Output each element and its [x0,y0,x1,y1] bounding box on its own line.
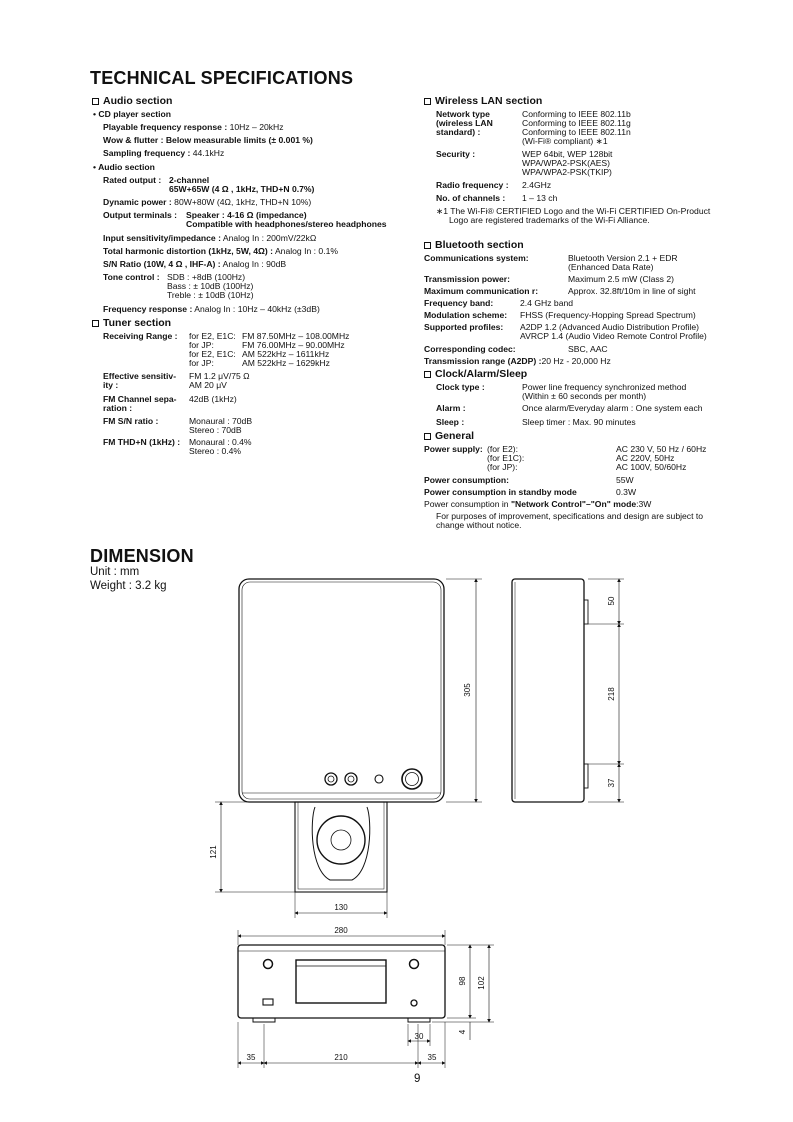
dim-label: 130 [334,903,348,912]
fmthd-label: FM THD+N (1kHz) : [103,437,181,447]
dim-label: 35 [246,1053,256,1062]
disc-icon [317,816,365,864]
pc-label: Power consumption: [424,475,509,485]
dim-label: 50 [607,596,616,606]
sep-value: 42dB (1kHz) [189,394,237,404]
recv-region: for JP: [189,340,214,350]
recv-value: FM 76.00MHz – 90.00MHz [242,340,345,350]
power-supply-label: Power supply: [424,444,483,454]
tuner-section-heading: Tuner section [92,317,171,329]
sep-label-2: ration : [103,403,133,413]
net-value: (Wi-Fi® compliant) ∗1 [522,136,608,146]
sleep-value: Sleep timer : Max. 90 minutes [522,417,636,427]
rated-value-2: 65W+65W (4 Ω , 1kHz, THD+N 0.7%) [169,184,315,194]
fmsn-value: Monaural : 70dB [189,416,253,426]
dim-label: 37 [607,778,616,788]
fmthd-value-2: Stereo : 0.4% [189,446,242,456]
comm-value: Bluetooth Version 2.1 + EDR [568,253,678,263]
dim-label: 121 [209,845,218,859]
unit-text: Unit : mm [90,566,140,578]
dim-label: 218 [607,687,616,701]
net-label: standard) : [436,127,481,137]
dim-label: 35 [427,1053,437,1062]
jack-icon [375,775,383,783]
tone-value: SDB : +8dB (100Hz) [167,272,246,282]
eff-value-2: AM 20 μV [189,380,227,390]
volume-knob-icon [402,769,422,789]
audio-section-heading: Audio section [92,95,172,107]
net-label: (wireless LAN [436,118,493,128]
amp-subheading: • Audio section [93,162,155,172]
dim-label: 305 [463,683,472,697]
output-value: Speaker : 4-16 Ω (impedance) [186,210,307,220]
freqband-value: 2.4 GHz band [520,298,574,308]
ps-value: AC 100V, 50/60Hz [616,462,687,472]
dim-label: 98 [458,976,467,986]
tx-label: Transmission power: [424,274,510,284]
spec-row: Dynamic power : 80W+80W (4Ω, 1kHz, THD+N 10%) [103,197,312,207]
security-value: WPA/WPA2-PSK(TKIP) [522,167,612,177]
ps-value: AC 230 V, 50 Hz / 60Hz [616,444,707,454]
page-number: 9 [414,1073,421,1085]
wifi-note: ∗1 The Wi-Fi® CERTIFIED Logo and the Wi-Fi CERTIFIED On-Product [436,206,711,216]
channels-label: No. of channels : [436,193,506,203]
wlan-section-heading: Wireless LAN section [424,95,542,107]
clocktype-value: Power line frequency synchronized method [522,382,687,392]
fmthd-value: Monaural : 0.4% [189,437,252,447]
ps-region: (for E1C): [487,453,525,463]
side-view-body [512,579,584,802]
net-label: Network type [436,109,490,119]
output-value-2: Compatible with headphones/stereo headphones [186,219,387,229]
top-view [215,579,482,918]
eff-label: Effective sensitiv- [103,371,177,381]
recv-region: for E2, E1C: [189,349,236,359]
eff-value: FM 1.2 μV/75 Ω [189,371,250,381]
codec-value: SBC, AAC [568,344,608,354]
output-label: Output terminals : [103,210,178,220]
dim-label: 4 [458,1029,467,1035]
tone-value: Treble : ± 10dB (10Hz) [167,290,254,300]
codec-label: Corresponding codec: [424,344,516,354]
usb-port-icon [263,999,273,1005]
channels-value: 1 – 13 ch [522,193,558,203]
pcs-label: Power consumption in standby mode [424,487,577,497]
front-view [238,930,494,1068]
fmsn-label: FM S/N ratio : [103,416,159,426]
profiles-value: A2DP 1.2 (Advanced Audio Distribution Profile) [520,322,699,332]
dim-label: 30 [414,1032,424,1041]
spec-row: Input sensitivity/impedance : Analog In : 200mV/22kΩ [103,233,317,243]
recv-value: AM 522kHz – 1629kHz [242,358,330,368]
knob-icon [325,773,337,785]
spec-row: Wow & flutter : Below measurable limits (± 0.001 %) [103,135,313,145]
spec-row: S/N Ratio (10W, 4 Ω , IHF-A) : Analog In : 90dB [103,259,287,269]
recv-region: for JP: [189,358,214,368]
sleep-label: Sleep : [436,417,465,427]
maxcomm-label: Maximum communication r: [424,286,539,296]
security-label: Security : [436,149,476,159]
rated-label: Rated output : [103,175,162,185]
clock-section-heading: Clock/Alarm/Sleep [424,368,527,380]
comm-value-2: (Enhanced Data Rate) [568,262,654,272]
maxcomm-value: Approx. 32.8ft/10m in line of sight [568,286,696,296]
profiles-value-2: AVRCP 1.4 (Audio Video Remote Control Profile) [520,331,707,341]
security-value: WEP 64bit, WEP 128bit [522,149,613,159]
pcs-value: 0.3W [616,487,637,497]
sep-label: FM Channel sepa- [103,394,177,404]
power-button-icon [264,960,273,969]
profiles-label: Supported profiles: [424,322,504,332]
footnote: For purposes of improvement, specifications and design are subject to [436,511,704,521]
net-value: Conforming to IEEE 802.11b [522,109,631,119]
spec-row: Frequency response : Analog In : 10Hz – 40kHz (±3dB) [103,304,320,314]
ps-region: (for E2): [487,444,519,454]
tone-label: Tone control : [103,272,160,282]
dim-label: 280 [334,926,348,935]
net-value: Conforming to IEEE 802.11n [522,127,631,137]
radio-value: 2.4GHz [522,180,552,190]
spec-row: Transmission range (A2DP) :20 Hz - 20,000 Hz [424,356,611,366]
spec-row: Sampling frequency : 44.1kHz [103,148,225,158]
front-view-body [238,945,445,1018]
alarm-value: Once alarm/Everyday alarm : One system each [522,403,703,413]
ps-region: (for JP): [487,462,518,472]
comm-label: Communications system: [424,253,529,263]
modulation-label: Modulation scheme: [424,310,508,320]
spec-row: Total harmonic distortion (1kHz, 5W, 4Ω) : Analog In : 0.1% [103,246,339,256]
recv-value: FM 87.50MHz – 108.00MHz [242,331,350,341]
cd-subheading: • CD player section [93,109,171,119]
recv-label: Receiving Range : [103,331,178,341]
recv-value: AM 522kHz – 1611kHz [242,349,330,359]
page-title: TECHNICAL SPECIFICATIONS [90,68,354,88]
front-display [296,960,386,1003]
footnote-2: change without notice. [436,520,522,530]
recv-region: for E2, E1C: [189,331,236,341]
freqband-label: Frequency band: [424,298,494,308]
spec-row: Playable frequency response : 10Hz – 20kHz [103,122,284,132]
general-section-heading: General [424,430,474,442]
modulation-value: FHSS (Frequency-Hopping Spread Spectrum) [520,310,696,320]
pcn-row: Power consumption in "Network Control"–"On" mode:3W [424,499,652,509]
wifi-note-2: Logo are registered trademarks of the Wi-Fi Alliance. [449,215,650,225]
security-value: WPA/WPA2-PSK(AES) [522,158,611,168]
dimension-title: DIMENSION [90,546,194,566]
radio-label: Radio frequency : [436,180,509,190]
eff-label-2: ity : [103,380,119,390]
bluetooth-section-heading: Bluetooth section [424,239,524,251]
dim-label: 102 [477,976,486,990]
clocktype-value-2: (Within ± 60 seconds per month) [522,391,647,401]
ps-value: AC 220V, 50Hz [616,453,675,463]
alarm-label: Alarm : [436,403,466,413]
weight-text: Weight : 3.2 kg [90,580,167,592]
pc-value: 55W [616,475,634,485]
dim-label: 210 [334,1053,348,1062]
fmsn-value-2: Stereo : 70dB [189,425,242,435]
knob-icon [345,773,357,785]
rated-value: 2-channel [169,175,210,185]
tx-value: Maximum 2.5 mW (Class 2) [568,274,674,284]
clocktype-label: Clock type : [436,382,485,392]
net-value: Conforming to IEEE 802.11g [522,118,631,128]
jack-icon [411,1000,417,1006]
button-icon [410,960,419,969]
tone-value: Bass : ± 10dB (100Hz) [167,281,254,291]
